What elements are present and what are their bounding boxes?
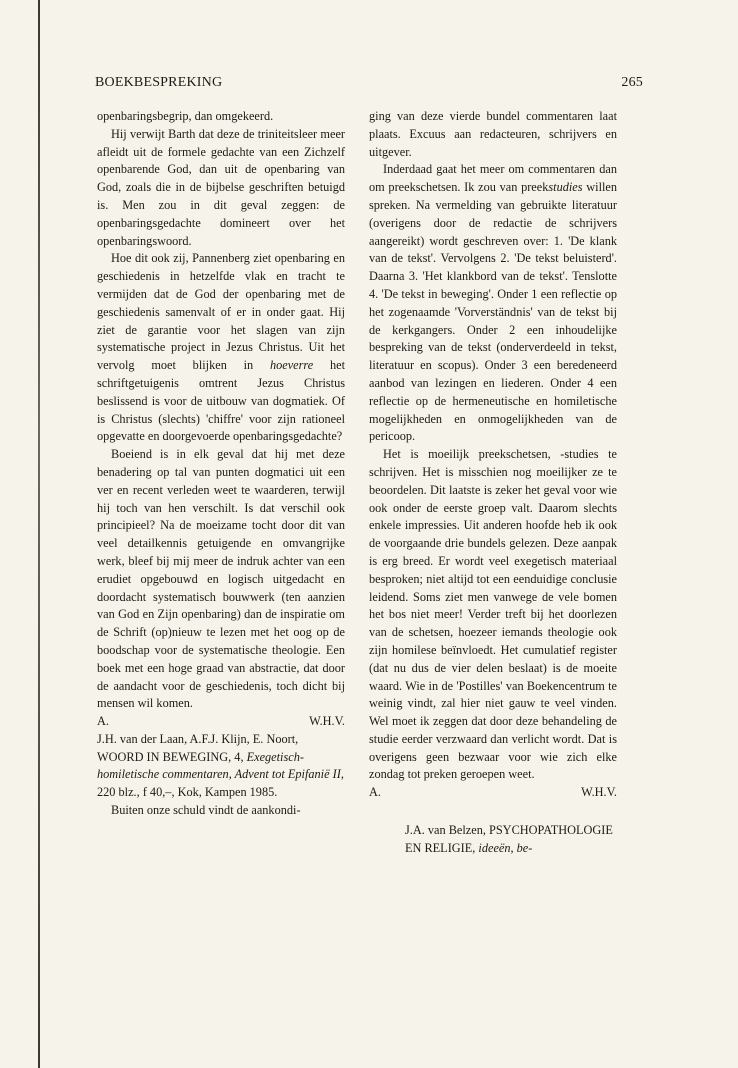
paragraph: Buiten onze schuld vindt de aankondi-: [111, 803, 301, 818]
page-number: 265: [621, 75, 643, 90]
paragraph: Hij verwijt Barth dat deze de triniteitsleer meer afleidt uit de formele gedachte van een Zichzelf openbarende God, dan uit de openbaring van God, zoals die in de bijbelse geschriften betuigd is. Men zou in dit geval zeggen: de openbaringsgedachte domineert over het openbaringswoord.: [97, 126, 345, 248]
reviewer-initials: W.H.V.: [581, 785, 617, 800]
paragraph-text: het schriftgetuigenis omtrent Jezus Christus beslissend is voor de uitbouw van dogmatiek. Of is Christus (slechts) 'chiffre' voor zijn rationeel opgevatte en doorgevoerde openbaringsgedachte?: [97, 358, 345, 444]
paragraph-text: willen spreken. Na vermelding van gebruikte literatuur (overigens door de redactie de schrijvers aangereikt) wordt geschreven over: 1. 'De klank van de tekst'. Vervolgens 2. 'De tekst beluisterd'. Daarna 3. 'Het klankbord van de tekst'. Tenslotte 4. 'De tekst in beweging'. Onder 1 een reflectie op het zogenaamde 'Vorverständnis' van de tekst bij de kerkgangers. Onder 2 een inhoudelijke bespreking van de tekst (onderverdeeld in tekst, literatuur en scopus). Onder 3 een beredeneerd aanbod van lezingen en liederen. Onder 4 een reflectie op de hermeneutische en homiletische mogelijkheden en onmogelijkheden van de pericoop.: [369, 180, 618, 444]
citation-subtitle: Exegetisch-homiletische commentaren, Advent tot Epifanië II,: [97, 749, 344, 782]
paragraph: [97, 250, 345, 446]
signature-initial: A.: [97, 714, 109, 729]
paragraph: ging van deze vierde bundel commentaren laat plaats. Excuus aan redacteuren, schrijvers en uitgever.: [369, 109, 617, 159]
emphasis-text: studies: [548, 180, 583, 195]
citation-authors: J.H. van der Laan, A.F.J. Klijn, E. Noort, WOORD IN BEWEGING, 4,: [97, 731, 299, 764]
signature-line: [97, 713, 345, 731]
citation-authors: J.A. van Belzen, PSYCHOPATHOLOGIE EN RELIGIE,: [405, 823, 613, 855]
citation-subtitle: ideeën, be-: [478, 840, 533, 855]
reviewer-initials: W.H.V.: [309, 714, 345, 729]
book-review-citation: [405, 822, 617, 858]
paragraph: Het is moeilijk preekschetsen, -studies te schrijven. Het is misschien nog moeilijker ze te beoordelen. Dit laatste is zeker het geval voor wie ook onder de eerste groep valt. Daarom slechts enkele impressies. Uit anderen hoofde heb ik ook de voorgaande drie bundels gelezen. Deze aanpak is erg breed. Er wordt veel exegetisch materiaal besproken; niet altijd tot een eenduidige conclusie leidend. Soms ziet men vanwege de vele bomen het bos niet meer! Verder treft bij het doorlezen van de schetsen, hoezeer iemands theologie ook zijn homilese beïnvloedt. Het cumulatief register (dat nu dus de vier delen beslaat) is de moeite waard. Wie in de 'Postilles' van Boekencentrum te weinig vindt, zal hier niet gauw te veel vinden. Wel moet ik zeggen dat door deze behandeling de studie eerder verzwaard dan verlicht wordt. Dat is overigens geen bezwaar voor wie zich elke zondag tot preken geroepen weet.: [369, 447, 617, 782]
emphasis-text: hoeverre: [269, 358, 314, 373]
paragraph: [369, 161, 617, 446]
citation-details: 220 blz., f 40,–, Kok, Kampen 1985.: [97, 785, 278, 800]
scan-edge-line: [38, 0, 40, 1068]
right-column: [369, 108, 617, 858]
paragraph-text: Inderdaad gaat het meer om commentaren dan om preekschetsen. Ik zou van preek: [369, 162, 617, 195]
signature-line: [369, 784, 617, 802]
paragraph-text: Hoe dit ook zij, Pannenberg ziet openbaring en geschiedenis in hetzelfde vlak en tracht te vermijden dat de God der openbaring met de geschiedenis samenvalt of er in onder gaat. Hij ziet de garantie voor het slagen van zijn systematische project in Jezus Christus. Uit het vervolg moet blijken in: [97, 251, 345, 373]
running-head-title: BOEKBESPREKING: [95, 75, 223, 90]
left-column: [97, 108, 345, 820]
paragraph: openbaringsbegrip, dan omgekeerd.: [97, 109, 274, 123]
book-review-citation: [97, 731, 345, 802]
signature-initial: A.: [369, 785, 381, 800]
paragraph: Boeiend is in elk geval dat hij met deze benadering op tal van punten dogmatici uit een ver en recent verleden weet te waarderen, terwijl hij toch van hen verschilt. Is dat verschil ook principieel? Na de moeizame tocht door dit van veel detailkennis getuigende en omvangrijke werk, bleef bij mij meer de indruk achter van een erudiet opgebouwd en logisch uitgedacht en doordacht systematisch bouwwerk (ten aanzien van God en Zijn openbaring) dan de inspiratie om de Schrift (op)nieuw te lezen met het oog op de boodschap voor de systematische theologie. Een boek met een hoge graad van abstractie, dat door de aandacht voor de geschiedenis, toch dicht bij mensen wil komen.: [97, 447, 345, 711]
